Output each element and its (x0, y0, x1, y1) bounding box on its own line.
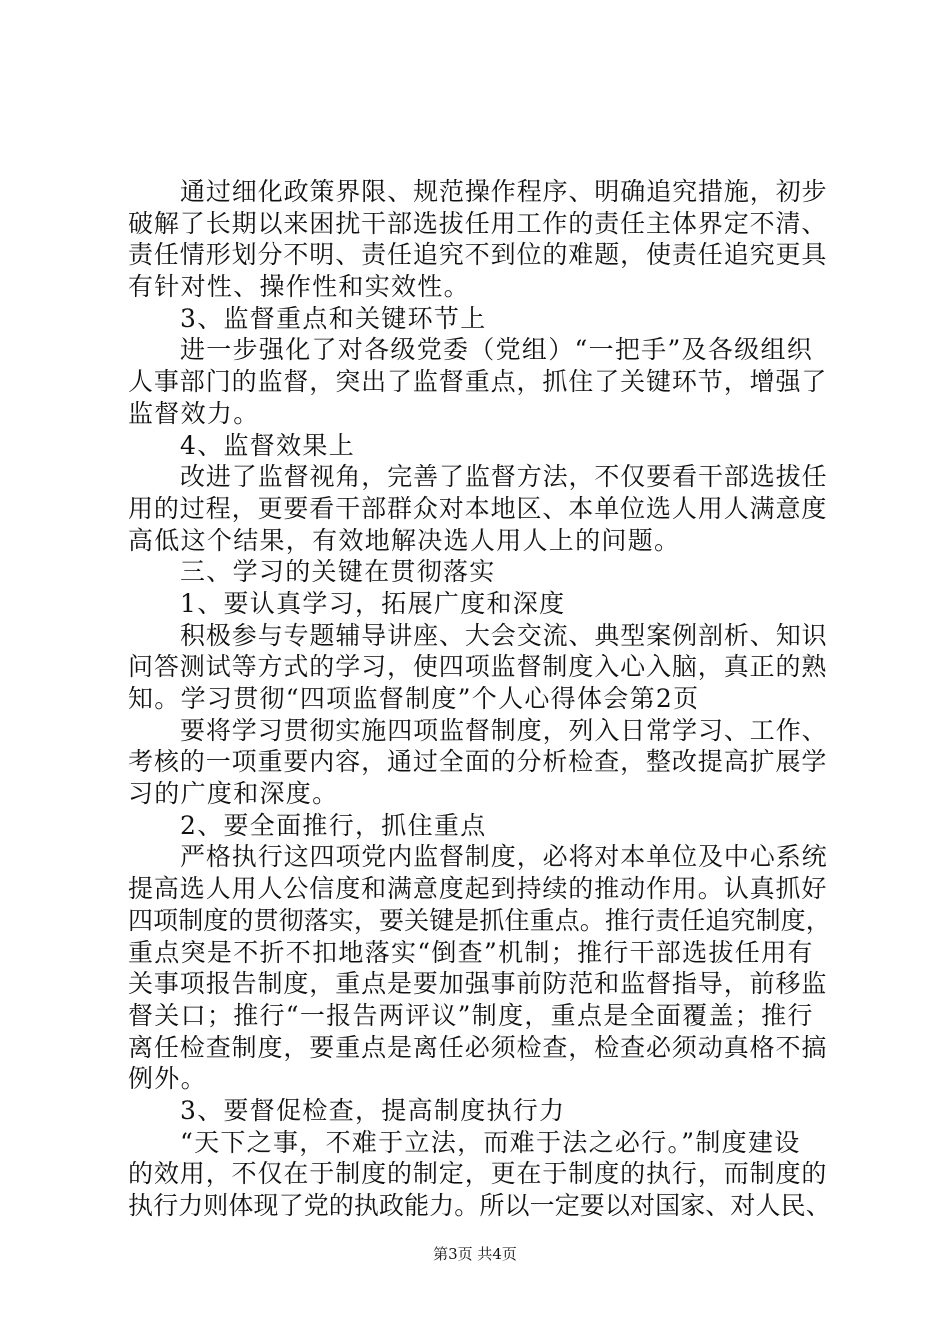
text-line: 4、监督效果上 (180, 430, 356, 460)
text-line: 提高选人用人公信度和满意度起到持续的推动作用。认真抓好 (128, 874, 828, 904)
text-line: 习的广度和深度。 (128, 779, 339, 809)
text-line: 破解了长期以来困扰干部选拔任用工作的责任主体界定不清、 (128, 208, 828, 238)
document-body (128, 176, 832, 1222)
text-line: 关事项报告制度，重点是要加强事前防范和监督指导，前移监 (128, 969, 828, 999)
text-line: 的效用，不仅在于制度的制定，更在于制度的执行，而制度的 (128, 1159, 828, 1189)
text-line: 3、监督重点和关键环节上 (180, 303, 487, 333)
text-line: 考核的一项重要内容，通过全面的分析检查，整改提高扩展学 (128, 747, 828, 777)
text-line: 知。学习贯彻“四项监督制度”个人心得体会第2页 (128, 684, 700, 713)
text-line: 督关口；推行“一报告两评议”制度，重点是全面覆盖；推行 (128, 1000, 814, 1030)
text-line: 用的过程，更要看干部群众对本地区、本单位选人用人满意度 (128, 493, 828, 523)
text-line: 2、要全面推行，抓住重点 (180, 810, 487, 840)
text-line: “天下之事，不难于立法，而难于法之必行。”制度建设 (180, 1127, 801, 1157)
text-line: 重点突是不折不扣地落实“倒查”机制；推行干部选拔任用有 (128, 937, 814, 967)
text-line: 离任检查制度，要重点是离任必须检查，检查必须动真格不搞 (128, 1032, 828, 1062)
text-line: 通过细化政策界限、规范操作程序、明确追究措施，初步 (180, 177, 828, 206)
text-line: 例外。 (128, 1064, 207, 1094)
text-line: 严格执行这四项党内监督制度，必将对本单位及中心系统 (180, 842, 828, 872)
text-line: 积极参与专题辅导讲座、大会交流、典型案例剖析、知识 (180, 620, 828, 650)
text-line: 高低这个结果，有效地解决选人用人上的问题。 (128, 525, 681, 555)
text-line: 监督效力。 (128, 398, 260, 428)
text-line: 责任情形划分不明、责任追究不到位的难题，使责任追究更具 (128, 240, 828, 270)
page-footer: 第3页 共4页 (433, 1245, 517, 1263)
text-line: 三、学习的关键在贯彻落实 (180, 557, 496, 587)
text-line: 有针对性、操作性和实效性。 (128, 272, 470, 302)
text-line: 改进了监督视角，完善了监督方法，不仅要看干部选拔任 (180, 462, 828, 492)
text-line: 1、要认真学习，拓展广度和深度 (180, 588, 566, 618)
text-line: 人事部门的监督，突出了监督重点，抓住了关键环节，增强了 (128, 367, 828, 397)
text-line: 进一步强化了对各级党委（党组）“一把手”及各级组织 (180, 335, 814, 365)
text-line: 3、要督促检查，提高制度执行力 (180, 1095, 566, 1125)
text-line: 四项制度的贯彻落实，要关键是抓住重点。推行责任追究制度， (128, 905, 831, 935)
text-line: 要将学习贯彻实施四项监督制度，列入日常学习、工作、 (180, 715, 828, 745)
text-line: 执行力则体现了党的执政能力。所以一定要以对国家、对人民、 (128, 1191, 831, 1220)
text-line: 问答测试等方式的学习，使四项监督制度入心入脑，真正的熟 (128, 652, 828, 682)
